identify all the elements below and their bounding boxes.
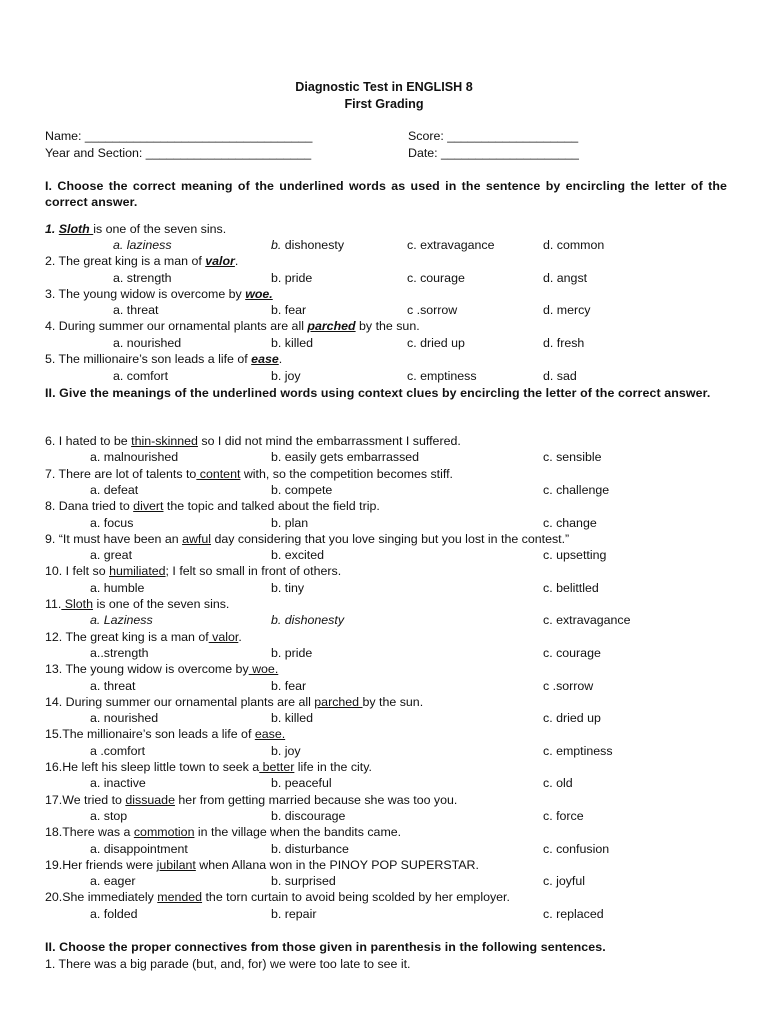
option-c[interactable]: c. dried up bbox=[543, 711, 601, 726]
underlined-word: parched bbox=[307, 319, 356, 333]
option-a[interactable]: a. strength bbox=[113, 271, 172, 285]
option-c[interactable]: c .sorrow bbox=[543, 678, 594, 693]
underlined-word: humiliated bbox=[109, 564, 166, 579]
option-d[interactable]: d. common bbox=[543, 238, 605, 252]
option-a[interactable]: a. inactive bbox=[90, 776, 146, 791]
question-17: 17.We tried to dissuade her from getting married because she was too you. bbox=[45, 792, 458, 807]
option-c[interactable]: c. change bbox=[543, 515, 597, 530]
option-c[interactable]: c. challenge bbox=[543, 482, 610, 497]
option-c[interactable]: c. old bbox=[543, 776, 573, 791]
option-a[interactable]: a .comfort bbox=[90, 743, 146, 758]
option-b[interactable]: b. discourage bbox=[271, 808, 346, 823]
underlined-word: better bbox=[259, 760, 295, 774]
question-19: 19.Her friends were jubilant when Allana won in the PINOY POP SUPERSTAR. bbox=[45, 857, 479, 872]
question-15: 15.The millionaire’s son leads a life of ease. bbox=[45, 727, 286, 742]
option-b[interactable]: b. dishonesty bbox=[271, 238, 345, 252]
option-a[interactable]: a. eager bbox=[90, 874, 136, 889]
option-a[interactable]: a. nourished bbox=[90, 711, 159, 726]
option-c[interactable]: c. upsetting bbox=[543, 548, 607, 563]
date-field: Date: ____________________ bbox=[408, 146, 579, 160]
underlined-word: content bbox=[196, 466, 241, 481]
option-d[interactable]: d. angst bbox=[543, 271, 588, 285]
option-d[interactable]: d. fresh bbox=[543, 336, 585, 350]
question-5: 5. The millionaire’s son leads a life of ease. bbox=[45, 352, 283, 366]
underlined-word: thin-skinned bbox=[131, 434, 198, 448]
option-a[interactable]: a. disappointment bbox=[90, 841, 188, 856]
option-c[interactable]: c. sensible bbox=[543, 450, 602, 465]
underlined-word: jubilant bbox=[156, 857, 196, 872]
option-c[interactable]: c. emptiness bbox=[543, 743, 613, 758]
option-d[interactable]: d. sad bbox=[543, 369, 577, 383]
option-c[interactable]: c. extravagance bbox=[543, 613, 631, 628]
option-a[interactable]: a..strength bbox=[90, 645, 149, 660]
question-10: 10. I felt so humiliated; I felt so small in front of others. bbox=[45, 564, 342, 579]
option-d[interactable]: d. mercy bbox=[543, 303, 591, 317]
option-b[interactable]: b. disturbance bbox=[271, 841, 349, 856]
page-title: Diagnostic Test in ENGLISH 8 bbox=[295, 80, 473, 94]
option-a[interactable]: a. Laziness bbox=[90, 613, 153, 628]
question-3: 3. The young widow is overcome by woe. bbox=[45, 287, 273, 301]
option-c[interactable]: c. courage bbox=[543, 645, 601, 660]
underlined-word: commotion bbox=[133, 825, 195, 840]
option-a[interactable]: a. defeat bbox=[90, 482, 139, 497]
option-c[interactable]: c. joyful bbox=[543, 874, 586, 889]
score-field: Score: ___________________ bbox=[408, 129, 579, 143]
option-b[interactable]: b. compete bbox=[271, 482, 333, 497]
option-c[interactable]: c. force bbox=[543, 808, 584, 823]
option-a[interactable]: a. threat bbox=[90, 678, 136, 693]
question-18: 18.There was a commotion in the village when the bandits came. bbox=[45, 825, 402, 840]
option-b[interactable]: b. plan bbox=[271, 515, 309, 530]
option-a[interactable]: a. stop bbox=[90, 808, 128, 823]
option-c[interactable]: c. belittled bbox=[543, 580, 599, 595]
option-b[interactable]: b. pride bbox=[271, 645, 313, 660]
underlined-word: awful bbox=[182, 531, 212, 546]
underlined-word: valor bbox=[208, 629, 239, 644]
part3-instruction: II. Choose the proper connectives from those given in parenthesis in the following sentences. bbox=[45, 940, 606, 954]
underlined-word: Sloth bbox=[61, 597, 93, 611]
question-1: 1. Sloth is one of the seven sins. bbox=[45, 222, 227, 236]
page-subtitle: First Grading bbox=[344, 97, 424, 111]
option-b[interactable]: b. joy bbox=[271, 743, 301, 758]
underlined-word: mended bbox=[157, 890, 203, 905]
connective-question-1: 1. There was a big parade (but, and, for) we were too late to see it. bbox=[45, 957, 411, 971]
option-c[interactable]: c. dried up bbox=[407, 336, 465, 350]
option-b[interactable]: b. surprised bbox=[271, 874, 336, 889]
question-11: 11. Sloth is one of the seven sins. bbox=[45, 597, 230, 611]
year-section-field: Year and Section: ________________________ bbox=[45, 146, 312, 160]
option-a[interactable]: a. great bbox=[90, 548, 133, 563]
part1-instruction: I. Choose the correct meaning of the underlined words as used in the sentence by encircling the letter of the correct answer. bbox=[45, 179, 727, 209]
question-13: 13. The young widow is overcome by woe. bbox=[45, 662, 279, 677]
option-b[interactable]: b. easily gets embarrassed bbox=[271, 450, 420, 465]
question-20: 20.She immediately mended the torn curtain to avoid being scolded by her employer. bbox=[45, 890, 510, 905]
question-8: 8. Dana tried to divert the topic and talked about the field trip. bbox=[45, 499, 380, 514]
underlined-word: divert bbox=[133, 499, 164, 514]
option-b[interactable]: b. killed bbox=[271, 711, 314, 726]
option-b[interactable]: b. fear bbox=[271, 678, 307, 693]
underlined-word: dissuade bbox=[125, 792, 175, 807]
option-c[interactable]: c. emptiness bbox=[407, 369, 477, 383]
option-b[interactable]: b. pride bbox=[271, 271, 313, 285]
option-c[interactable]: c. courage bbox=[407, 271, 465, 285]
option-b[interactable]: b. joy bbox=[271, 369, 301, 383]
option-b[interactable]: b. dishonesty bbox=[271, 613, 345, 628]
question-16: 16.He left his sleep little town to seek a better life in the city. bbox=[45, 760, 372, 774]
question-4: 4. During summer our ornamental plants are all parched by the sun. bbox=[45, 319, 420, 333]
option-b[interactable]: b. tiny bbox=[271, 580, 305, 595]
option-a[interactable]: a. comfort bbox=[113, 369, 169, 383]
name-field: Name: _________________________________ bbox=[45, 129, 313, 143]
option-b[interactable]: b. fear bbox=[271, 303, 307, 317]
option-b[interactable]: b. repair bbox=[271, 906, 317, 921]
underlined-word: Sloth bbox=[58, 222, 94, 236]
underlined-word: ease bbox=[251, 352, 279, 366]
option-c[interactable]: c. replaced bbox=[543, 906, 604, 921]
question-6: 6. I hated to be thin-skinned so I did not mind the embarrassment I suffered. bbox=[45, 434, 461, 448]
option-a[interactable]: a. malnourished bbox=[90, 450, 179, 465]
option-c[interactable]: c. extravagance bbox=[407, 238, 495, 252]
question-14: 14. During summer our ornamental plants are all parched by the sun. bbox=[45, 694, 424, 709]
option-b[interactable]: b. peaceful bbox=[271, 776, 332, 791]
question-2: 2. The great king is a man of valor. bbox=[45, 254, 239, 268]
underlined-word: woe. bbox=[245, 287, 273, 301]
option-c[interactable]: c .sorrow bbox=[407, 303, 458, 317]
question-9: 9. “It must have been an awful day considering that you love singing but you lost in the contest.” bbox=[45, 531, 570, 546]
question-12: 12. The great king is a man of valor. bbox=[45, 629, 242, 644]
question-7: 7. There are lot of talents to content with, so the competition becomes stiff. bbox=[45, 466, 453, 481]
option-a[interactable]: a. nourished bbox=[113, 336, 182, 350]
option-c[interactable]: c. confusion bbox=[543, 841, 610, 856]
underlined-word: woe. bbox=[248, 662, 279, 677]
underlined-word: valor bbox=[205, 254, 235, 268]
underlined-word: parched bbox=[314, 694, 363, 709]
option-a[interactable]: a. folded bbox=[90, 906, 138, 921]
option-b[interactable]: b. excited bbox=[271, 548, 325, 563]
option-a[interactable]: a. humble bbox=[90, 580, 145, 595]
option-a[interactable]: a. laziness bbox=[113, 238, 172, 252]
part2-instruction: II. Give the meanings of the underlined words using context clues by encircling the letter of the correct answer. bbox=[45, 386, 711, 400]
option-b[interactable]: b. killed bbox=[271, 336, 314, 350]
option-a[interactable]: a. focus bbox=[90, 515, 134, 530]
underlined-word: ease. bbox=[254, 727, 286, 742]
option-a[interactable]: a. threat bbox=[113, 303, 159, 317]
